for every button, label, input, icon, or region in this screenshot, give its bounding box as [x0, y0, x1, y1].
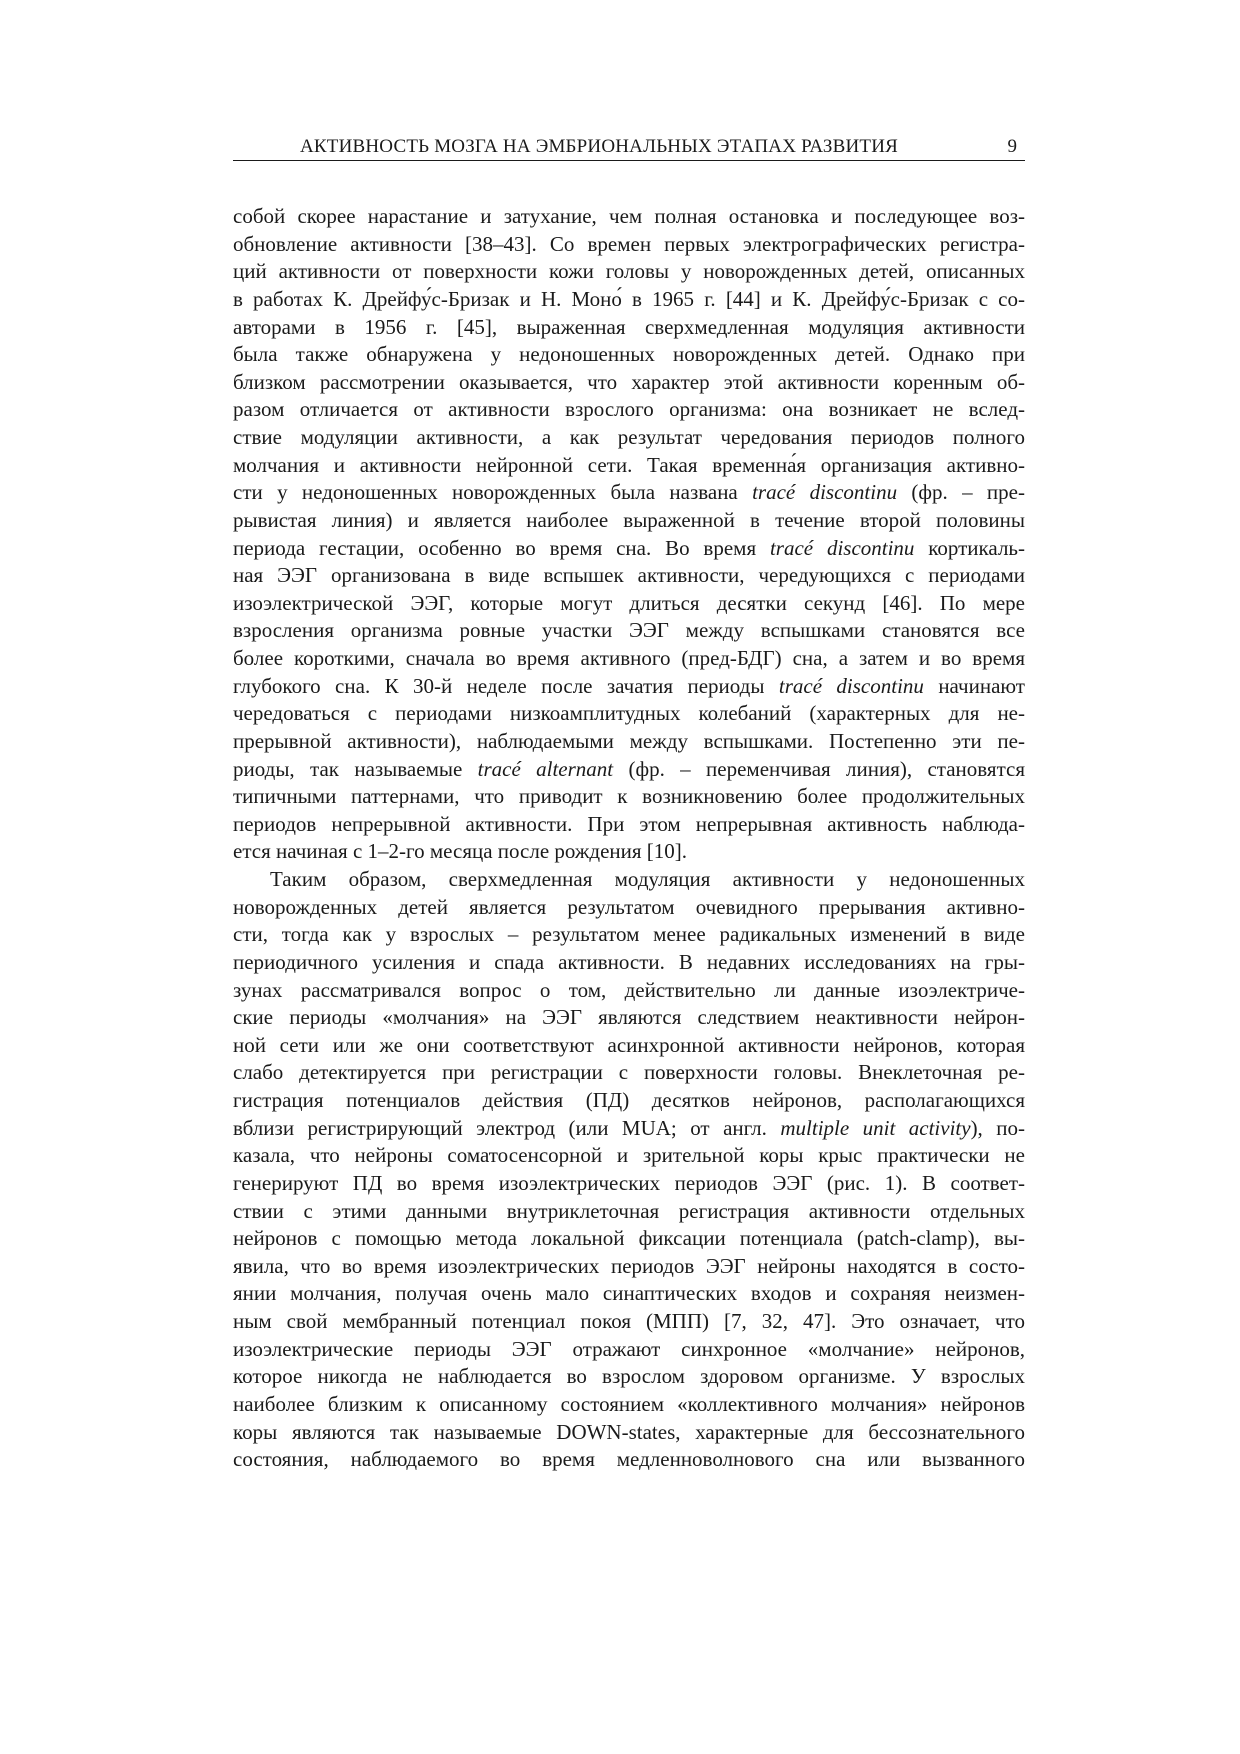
text-segment: риоды, так называемые: [233, 756, 478, 781]
text-line: [233, 977, 1025, 1005]
text-segment: которое никогда не наблюдается во взрослом здоровом организме. У взрослых: [233, 1364, 1025, 1389]
text-segment: ские периоды «молчания» на ЭЭГ являются следствием неактивности нейрон-: [233, 1005, 1025, 1030]
text-segment: ствии с этими данными внутриклеточная регистрация активности отдельных: [233, 1198, 1025, 1223]
text-line: [233, 1225, 1025, 1253]
text-line: [233, 1032, 1025, 1060]
text-segment: более короткими, сначала во время активного (пред-БДГ) сна, а затем и во время: [233, 646, 1025, 670]
text-line: [233, 1280, 1025, 1308]
text-segment: ется начиная с 1–2-го месяца после рождения [10].: [233, 839, 688, 864]
body-text: [233, 203, 1025, 1474]
text-segment: авторами в 1956 г. [45], выраженная сверхмедленная модуляция активности: [233, 314, 1025, 339]
text-segment: типичными паттернами, что приводит к возникновению более продолжительных: [233, 784, 1025, 809]
text-segment: Таким образом, сверхмедленная модуляция активности у недоношенных: [270, 867, 1025, 891]
text-line: [233, 783, 1025, 811]
text-line: [233, 590, 1025, 618]
text-segment: периодичного усиления и спада активности. В недавних исследованиях на гры-: [233, 949, 1025, 974]
text-segment: зунах рассматривался вопрос о том, действительно ли данные изоэлектриче-: [233, 977, 1025, 1002]
text-segment: сти у недоношенных новорожденных была названа: [233, 480, 753, 505]
italic-term: multiple unit activity: [780, 1115, 971, 1140]
text-segment: состояния, наблюдаемого во время медленноволнового сна или вызванного: [233, 1447, 1025, 1472]
text-segment: гистрация потенциалов действия (ПД) десятков нейронов, располагающихся: [233, 1088, 1025, 1112]
text-segment: генерируют ПД во время изоэлектрических периодов ЭЭГ (рис. 1). В соответ-: [233, 1170, 1025, 1195]
text-line: [233, 1087, 1025, 1115]
text-line: [233, 1198, 1025, 1226]
text-line: [233, 1170, 1025, 1198]
text-segment: была также обнаружена у недоношенных новорожденных детей. Однако при: [233, 342, 1025, 367]
text-segment: рывистая линия) и является наиболее выраженной в течение второй половины: [233, 507, 1025, 532]
text-line: [233, 1336, 1025, 1364]
text-line: [233, 314, 1025, 342]
text-segment: в работах К. Дрейфу́с-Бризак и Н. Моно́ в 1965 г. [44] и К. Дрейфу́с-Бризак с со-: [233, 286, 1025, 311]
text-segment: (фр. – пре-: [897, 480, 1025, 505]
text-line: [233, 479, 1025, 507]
text-line: [233, 728, 1025, 756]
text-segment: начинают: [923, 673, 1025, 698]
text-segment: слабо детектируется при регистрации с поверхности головы. Внеклеточная ре-: [233, 1060, 1025, 1085]
text-line: [233, 1004, 1025, 1032]
text-segment: ной сети или же они соответствуют асинхронной активности нейронов, которая: [233, 1032, 1025, 1057]
text-segment: коры являются так называемые DOWN-states, характерные для бессознательного: [233, 1419, 1025, 1444]
page-number: 9: [1007, 136, 1017, 157]
text-segment: янии молчания, получая очень мало синаптических входов и сохраняя неизмен-: [233, 1281, 1025, 1306]
text-line: [233, 1446, 1025, 1474]
text-line: [233, 341, 1025, 369]
text-line: [233, 1363, 1025, 1391]
text-line: [233, 811, 1025, 839]
text-line: [233, 452, 1025, 480]
text-segment: ная ЭЭГ организована в виде вспышек активности, чередующихся с периодами: [233, 563, 1025, 588]
text-line: [233, 700, 1025, 728]
text-line: [233, 1419, 1025, 1447]
text-line: [233, 507, 1025, 535]
text-segment: периода гестации, особенно во время сна. Во время: [233, 535, 770, 560]
text-segment: сти, тогда как у взрослых – результатом менее радикальных изменений в виде: [233, 922, 1025, 947]
text-line: [233, 756, 1025, 784]
text-line: [233, 894, 1025, 922]
text-line: [233, 396, 1025, 424]
text-segment: изоэлектрической ЭЭГ, которые могут длиться десятки секунд [46]. По мере: [233, 590, 1025, 615]
italic-term: tracé discontinu: [752, 480, 898, 505]
text-segment: ), по-: [970, 1115, 1025, 1140]
text-segment: близком рассмотрении оказывается, что характер этой активности коренным об-: [233, 369, 1025, 394]
text-segment: чередоваться с периодами низкоамплитудных колебаний (характерных для не-: [233, 701, 1025, 726]
text-segment: (фр. – переменчивая линия), становятся: [613, 756, 1025, 781]
text-line: [233, 866, 1025, 894]
text-line: [233, 1059, 1025, 1087]
text-line: [233, 1308, 1025, 1336]
text-segment: обновление активности [38–43]. Со времен первых электрографических регистра-: [233, 231, 1025, 256]
text-line: [233, 286, 1025, 314]
text-segment: кортикаль-: [914, 535, 1025, 560]
text-line: [233, 838, 1025, 866]
text-line: [233, 645, 1025, 673]
text-line: [233, 203, 1025, 231]
running-header: [233, 136, 1025, 161]
text-segment: глубокого сна. К 30-й неделе после зачатия периоды: [233, 673, 779, 698]
text-line: [233, 617, 1025, 645]
text-segment: наиболее близким к описанному состоянием «коллективного молчания» нейронов: [233, 1391, 1025, 1416]
text-segment: ствие модуляции активности, а как результат чередования периодов полного: [233, 425, 1025, 449]
text-line: [233, 921, 1025, 949]
text-segment: нейронов с помощью метода локальной фиксации потенциала (patch-clamp), вы-: [233, 1226, 1025, 1251]
text-line: [233, 535, 1025, 563]
text-segment: казала, что нейроны соматосенсорной и зрительной коры крыс практически не: [233, 1143, 1025, 1168]
text-line: [233, 258, 1025, 286]
text-line: [233, 231, 1025, 259]
text-segment: явила, что во время изоэлектрических периодов ЭЭГ нейроны находятся в состо-: [233, 1253, 1025, 1278]
text-line: [233, 949, 1025, 977]
text-line: [233, 1142, 1025, 1170]
text-line: [233, 424, 1025, 452]
text-line: [233, 369, 1025, 397]
text-segment: собой скорее нарастание и затухание, чем полная остановка и последующее воз-: [233, 204, 1025, 228]
text-segment: молчания и активности нейронной сети. Такая временна́я организация активно-: [233, 452, 1025, 477]
text-line: [233, 1391, 1025, 1419]
text-line: [233, 562, 1025, 590]
italic-term: tracé alternant: [477, 756, 614, 781]
text-segment: ным свой мембранный потенциал покоя (МПП) [7, 32, 47]. Это означает, что: [233, 1309, 1025, 1333]
text-segment: изоэлектрические периоды ЭЭГ отражают синхронное «молчание» нейронов,: [233, 1336, 1025, 1361]
text-segment: взросления организма ровные участки ЭЭГ между вспышками становятся все: [233, 618, 1025, 643]
text-segment: периодов непрерывной активности. При этом непрерывная активность наблюда-: [233, 811, 1025, 836]
italic-term: tracé discontinu: [778, 673, 924, 698]
text-segment: вблизи регистрирующий электрод (или MUA; от англ.: [233, 1115, 781, 1140]
text-line: [233, 1115, 1025, 1143]
text-segment: разом отличается от активности взрослого организма: она возникает не вслед-: [233, 397, 1025, 422]
text-segment: прерывной активности), наблюдаемыми между вспышками. Постепенно эти пе-: [233, 728, 1025, 753]
italic-term: tracé discontinu: [769, 535, 915, 560]
running-header-title: АКТИВНОСТЬ МОЗГА НА ЭМБРИОНАЛЬНЫХ ЭТАПАХ РАЗВИТИЯ: [299, 136, 898, 157]
text-line: [233, 1253, 1025, 1281]
text-segment: новорожденных детей является результатом очевидного прерывания активно-: [233, 894, 1025, 919]
text-segment: ций активности от поверхности кожи головы у новорожденных детей, описанных: [233, 259, 1025, 284]
text-line: [233, 673, 1025, 701]
